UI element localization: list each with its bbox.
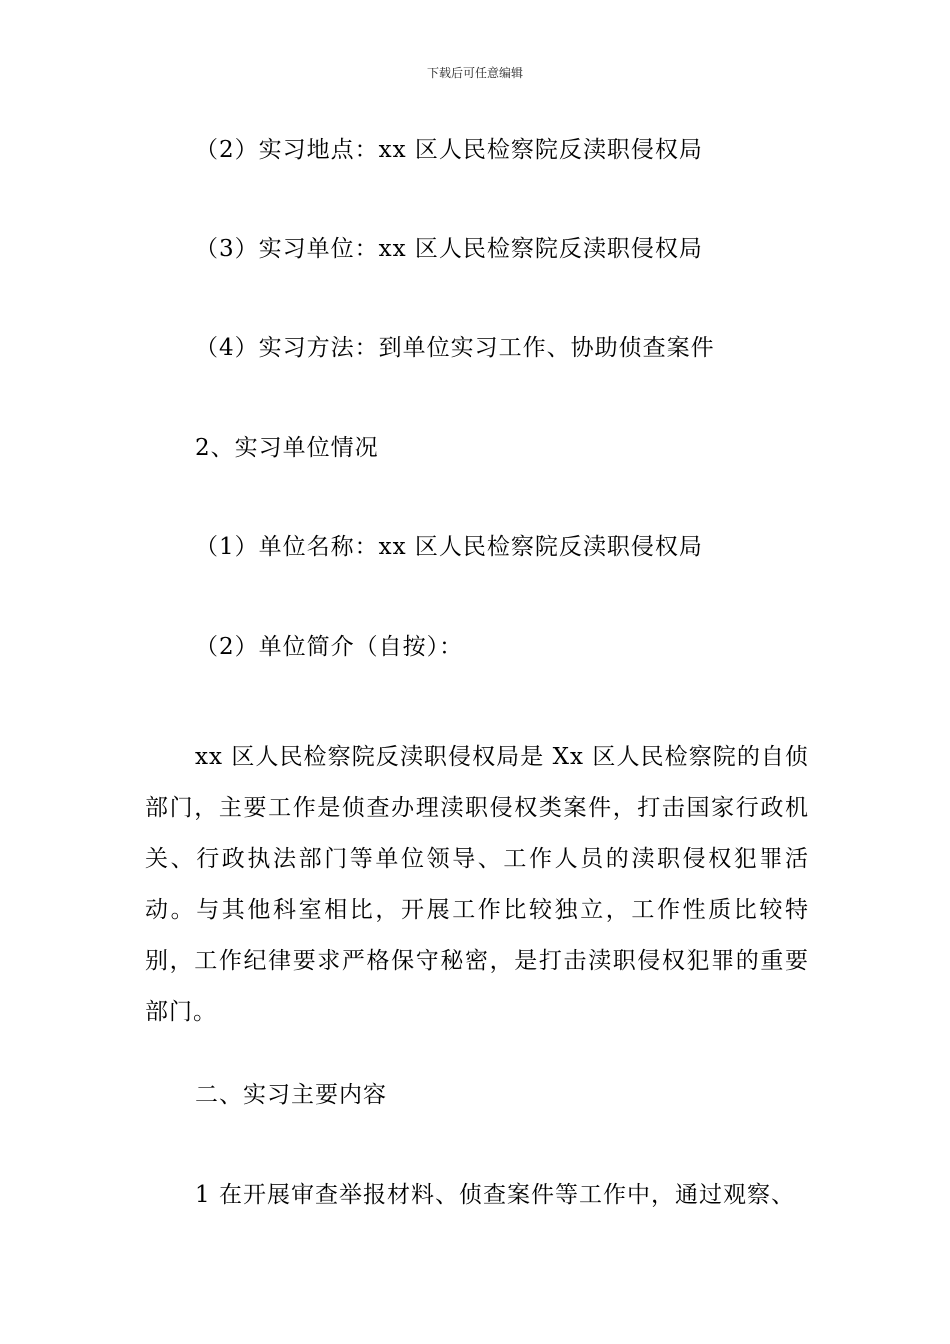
- content-item-1: 1 在开展审查举报材料、侦查案件等工作中，通过观察、: [195, 1182, 795, 1208]
- section-heading-unit-info: 2、实习单位情况: [195, 435, 379, 461]
- item-internship-method: （4）实习方法：到单位实习工作、协助侦查案件: [195, 335, 715, 361]
- page-header: 下载后可任意编辑: [426, 66, 523, 80]
- section-heading-main-content: 二、实习主要内容: [195, 1082, 387, 1108]
- item-unit-intro: （2）单位简介（自按）：: [195, 634, 464, 660]
- item-internship-location: （2）实习地点：xx 区人民检察院反渎职侵权局: [195, 137, 703, 163]
- unit-description-paragraph: xx 区人民检察院反渎职侵权局是 Xx 区人民检察院的自侦部门，主要工作是侦查办理渎职侵权类案件，打击国家行政机关、行政执法部门等单位领导、工作人员的渎职侵权犯罪活动。与其他科室相比，开展工作比较独立，工作性质比较特别，工作纪律要求严格保守秘密，是打击渎职侵权犯罪的重要部门。: [145, 744, 809, 1025]
- item-unit-name: （1）单位名称：xx 区人民检察院反渎职侵权局: [195, 534, 703, 560]
- item-internship-unit: （3）实习单位：xx 区人民检察院反渎职侵权局: [195, 236, 703, 262]
